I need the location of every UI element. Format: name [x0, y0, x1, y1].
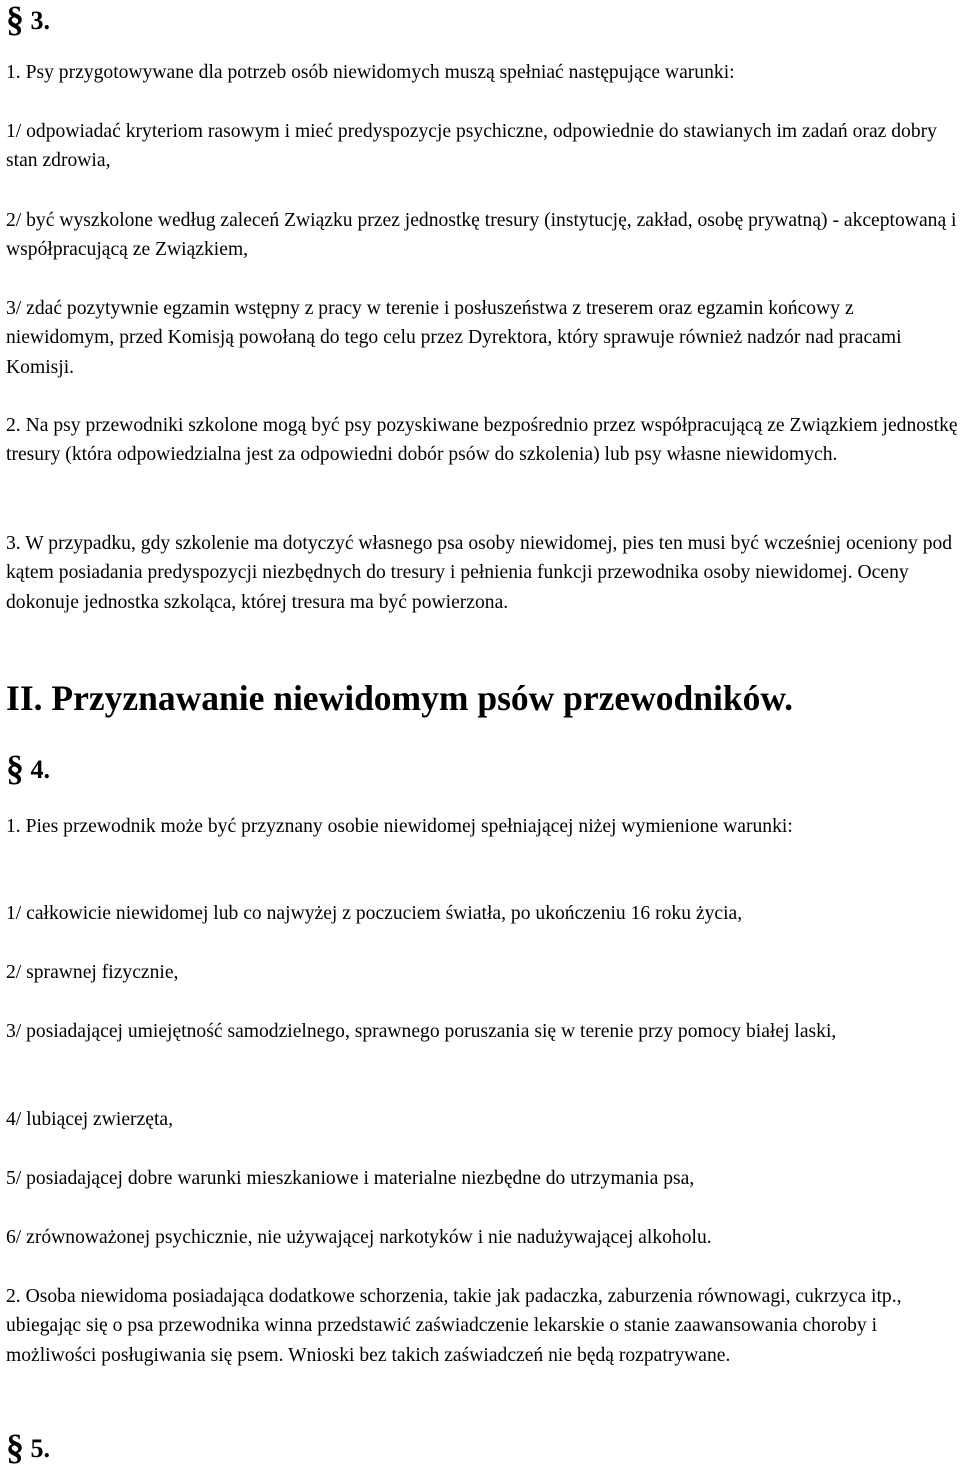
- s4-paragraph-1: 1. Pies przewodnik może być przyznany osobie niewidomej spełniającej niżej wymienione warunki:: [6, 816, 793, 837]
- s4-point-2: 2/ sprawnej fizycznie,: [6, 962, 179, 983]
- section-4-heading: [6, 748, 50, 788]
- s3-paragraph-1: 1. Psy przygotowywane dla potrzeb osób niewidomych muszą spełniać następujące warunki:: [6, 62, 735, 83]
- section-number: 3.: [30, 6, 50, 35]
- s4-point-6: 6/ zrównoważonej psychicznie, nie używającej narkotyków i nie nadużywającej alkoholu.: [6, 1227, 712, 1248]
- s4-point-3: 3/ posiadającej umiejętność samodzielnego, sprawnego poruszania się w terenie przy pomocy białej laski,: [6, 1021, 837, 1042]
- section-mark: §: [6, 0, 24, 39]
- s3-point-3: 3/ zdać pozytywnie egzamin wstępny z pracy w terenie i posłuszeństwa z treserem oraz egzamin końcowy z niewidomym, przed Komisją powołaną do tego celu przez Dyrektora, który sprawuje również nadzór nad pracami Komisji.: [6, 298, 902, 378]
- s3-point-2: 2/ być wyszkolone według zaleceń Związku przez jednostkę tresury (instytucję, zakład, osobę prywatną) - akceptowaną i współpracującą ze Związkiem,: [6, 210, 957, 261]
- section-number: 5.: [30, 1434, 50, 1463]
- section-mark: §: [6, 748, 24, 788]
- section-3-heading: [6, 0, 50, 39]
- chapter-title: II. Przyznawanie niewidomym psów przewodników.: [6, 678, 793, 718]
- s3-paragraph-2: 2. Na psy przewodniki szkolone mogą być psy pozyskiwane bezpośrednio przez współpracującą ze Związkiem jednostkę tresury (która odpowiedzialna jest za odpowiedni dobór psów do szkolenia) lub psy własne niewidomych.: [6, 415, 958, 466]
- section-number: 4.: [30, 755, 50, 784]
- s4-point-5: 5/ posiadającej dobre warunki mieszkaniowe i materialne niezbędne do utrzymania psa,: [6, 1168, 695, 1189]
- section-5-heading: [6, 1427, 50, 1467]
- section-mark: §: [6, 1427, 24, 1467]
- s4-point-4: 4/ lubiącej zwierzęta,: [6, 1109, 173, 1130]
- s3-point-1: 1/ odpowiadać kryteriom rasowym i mieć predyspozycje psychiczne, odpowiednie do stawianych im zadań oraz dobry stan zdrowia,: [6, 121, 937, 172]
- s3-paragraph-3: 3. W przypadku, gdy szkolenie ma dotyczyć własnego psa osoby niewidomej, pies ten musi być wcześniej oceniony pod kątem posiadania predyspozycji niezbędnych do tresury i pełnienia funkcji przewodnika osoby niewidomej. Oceny dokonuje jednostka szkoląca, której tresura ma być powierzona.: [6, 533, 953, 613]
- s4-point-1: 1/ całkowicie niewidomej lub co najwyżej z poczuciem światła, po ukończeniu 16 roku życia,: [6, 903, 743, 924]
- s4-paragraph-2: 2. Osoba niewidoma posiadająca dodatkowe schorzenia, takie jak padaczka, zaburzenia równowagi, cukrzyca itp., ubiegając się o psa przewodnika winna przedstawić zaświadczenie lekarskie o stanie zaawansowania choroby i możliwości posługiwania się psem. Wnioski bez takich zaświadczeń nie będą rozpatrywane.: [6, 1286, 902, 1366]
